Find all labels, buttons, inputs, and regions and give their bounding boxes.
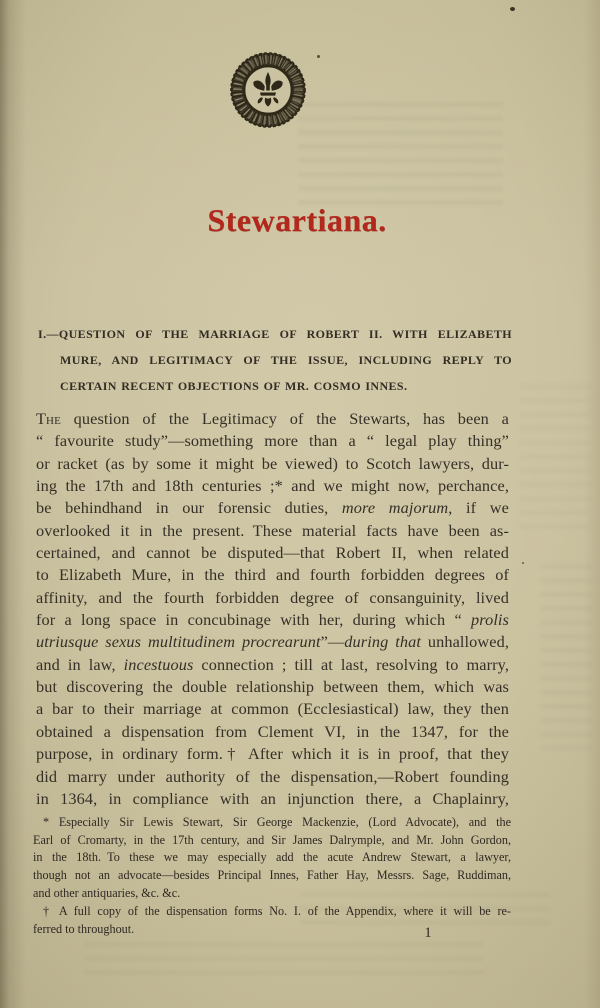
text-line: affinity, and the fourth forbidden degree of consanguinity, lived <box>36 587 509 607</box>
text-line: The question of the Legitimacy of the Stewarts, has been a <box>36 409 509 428</box>
text-line: to Elizabeth Mure, in the third and fourth forbidden degrees of <box>36 565 509 585</box>
text-line: ferred to throughout. <box>33 921 135 936</box>
text-line: Earl of Cromarty, in the 17th century, and Sir James Dalrymple, and Mr. John Gordon, <box>33 832 511 847</box>
ink-speck <box>510 7 515 11</box>
text-line: be behindhand in our forensic duties, more majorum, if we <box>36 498 509 518</box>
laurel-wreath-fleur-de-lis-icon <box>229 50 307 130</box>
text-line: MURE, AND LEGITIMACY OF THE ISSUE, INCLUDING REPLY TO <box>60 353 512 367</box>
page-number: 1 <box>424 925 432 941</box>
text-line: did marry under authority of the dispensation,—Robert founding <box>36 766 509 786</box>
show-through-ghost <box>84 938 484 976</box>
text-line: CERTAIN RECENT OBJECTIONS OF MR. COSMO INNES. <box>60 379 408 393</box>
body-paragraph <box>36 408 509 810</box>
show-through-ghost <box>520 380 590 530</box>
masthead-title: Stewartiana. <box>207 202 387 238</box>
ink-speck <box>317 55 320 58</box>
text-line: overlooked it in the present. These material facts have been as- <box>36 520 509 540</box>
text-line: * Especially Sir Lewis Stewart, Sir George Mackenzie, (Lord Advocate), and the <box>43 815 511 829</box>
article-heading <box>38 321 512 399</box>
text-line: † A full copy of the dispensation forms No. I. of the Appendix, where it will be re- <box>43 904 511 918</box>
text-line: certained, and cannot be disputed—that Robert II, when related <box>36 543 509 563</box>
text-line: obtained a dispensation from Clement VI, in the 1347, for the <box>36 721 509 741</box>
ink-speck <box>522 562 524 564</box>
text-line: and other antiquaries, &c. &c. <box>33 885 181 900</box>
text-line: though not an advocate—besides Principal Innes, Father Hay, Messrs. Sage, Ruddiman, <box>33 868 511 883</box>
book-emblem <box>229 50 307 130</box>
text-line: in 1364, in compliance with an injunction there, a Chaplainry, <box>36 788 509 808</box>
show-through-ghost <box>540 560 592 750</box>
text-line: “ favourite study”—something more than a “ legal play thing” <box>36 431 509 451</box>
text-line: but discovering the double relationship between them, which was <box>36 677 509 697</box>
text-line: purpose, in ordinary form.† After which it is in proof, that they <box>36 744 509 764</box>
text-line: utriusque sexus multitudinem procrearunt”—during that unhallowed, <box>36 632 509 652</box>
text-line: I.—QUESTION OF THE MARRIAGE OF ROBERT II. WITH ELIZABETH <box>38 327 512 341</box>
footnote-asterisk <box>33 814 511 903</box>
text-line: in the 18th. To these we may especially add the acute Andrew Stewart, a lawyer, <box>33 850 511 865</box>
text-line: a bar to their marriage at common (Ecclesiastical) law, they then <box>36 699 509 719</box>
text-line: for a long space in concubinage with her, during which “ prolis <box>36 610 509 630</box>
text-line: or racket (as by some it might be viewed) to Scotch lawyers, dur- <box>36 453 509 473</box>
text-line: and in law, incestuous connection ; till at last, resolving to marry, <box>36 654 509 674</box>
show-through-ghost <box>298 98 503 210</box>
text-line: ing the 17th and 18th centuries ;* and we might now, perchance, <box>36 476 509 496</box>
